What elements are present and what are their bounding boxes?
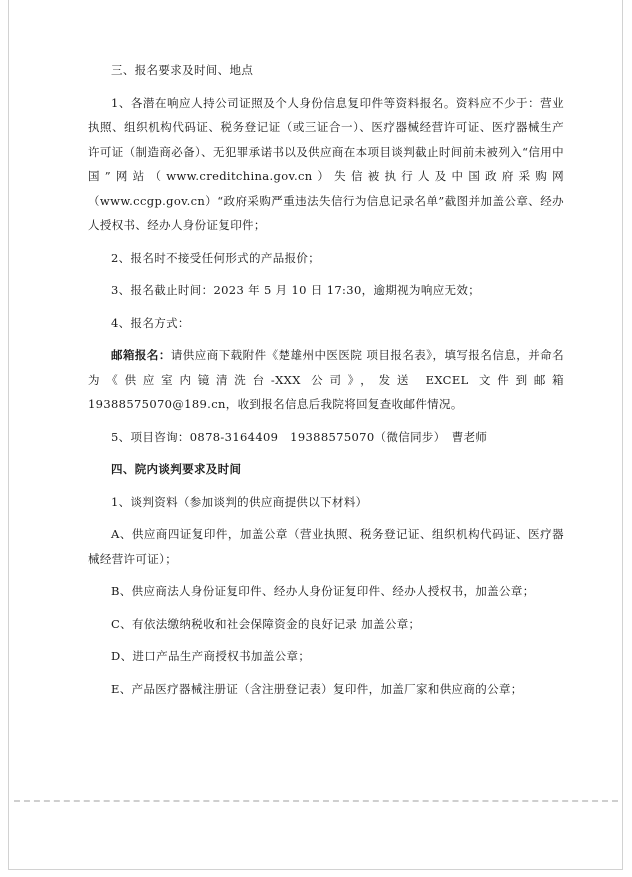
section-3-item-2: 2、报名时不接受任何形式的产品报价； xyxy=(111,250,321,265)
section-4-item-c: C、有依法缴纳税收和社会保障资金的良好记录 加盖公章； xyxy=(111,616,421,631)
section-4-item-a: A、供应商四证复印件，加盖公章（营业执照、税务登记证、组织机构代码证、医疗器械经营许可证）； xyxy=(88,527,564,566)
section-3-item-1: 1、各潜在响应人持公司证照及个人身份信息复印件等资料报名。资料应不少于：营业执照、组织机构代码证、税务登记证（或三证合一）、医疗器械经营许可证、医疗器械生产许可证（制造商必备）、无犯罪承诺书以及供应商在本项目谈判截止时间前未被列入“信用中国”网站（www.creditchina.gov.cn）失信被执行人及中国政府采购网（www.ccgp.gov.cn）“政府采购严重违法失信行为信息记录名单”截图并加盖公章、经办人授权书、经办人身份证复印件； xyxy=(88,95,564,232)
section-4-item-d: D、进口产品生产商授权书加盖公章； xyxy=(111,649,311,663)
section-3-heading: 三、报名要求及时间、地点 xyxy=(111,63,254,77)
page-bottom-rule xyxy=(14,800,618,802)
email-registration-paragraph xyxy=(88,343,564,417)
section-3-item-5: 5、项目咨询：0878-3164409 19388575070（微信同步） 曹老师 xyxy=(111,429,488,444)
document-body xyxy=(88,58,564,709)
email-registration-label: 邮箱报名： xyxy=(111,348,171,362)
email-registration-text: 请供应商下载附件《楚雄州中医医院 项目报名表》，填写报名信息，并命名为《供应室内镜清洗台-XXX 公司》，发送 EXCEL 文件到邮箱 19388575070@189.cn，收到报名信息后我院将回复查收邮件情况。 xyxy=(88,348,564,411)
section-3-item-4: 4、报名方式： xyxy=(111,315,190,330)
section-4-item-b: B、供应商法人身份证复印件、经办人身份证复印件、经办人授权书，加盖公章； xyxy=(111,584,535,598)
section-4-heading: 四、院内谈判要求及时间 xyxy=(111,462,242,476)
section-4-item-1: 1、谈判资料（参加谈判的供应商提供以下材料） xyxy=(111,494,368,509)
section-4-item-e: E、产品医疗器械注册证（含注册登记表）复印件，加盖厂家和供应商的公章； xyxy=(111,681,523,696)
section-3-item-3: 3、报名截止时间：2023 年 5 月 10 日 17:30，逾期视为响应无效； xyxy=(111,283,481,297)
